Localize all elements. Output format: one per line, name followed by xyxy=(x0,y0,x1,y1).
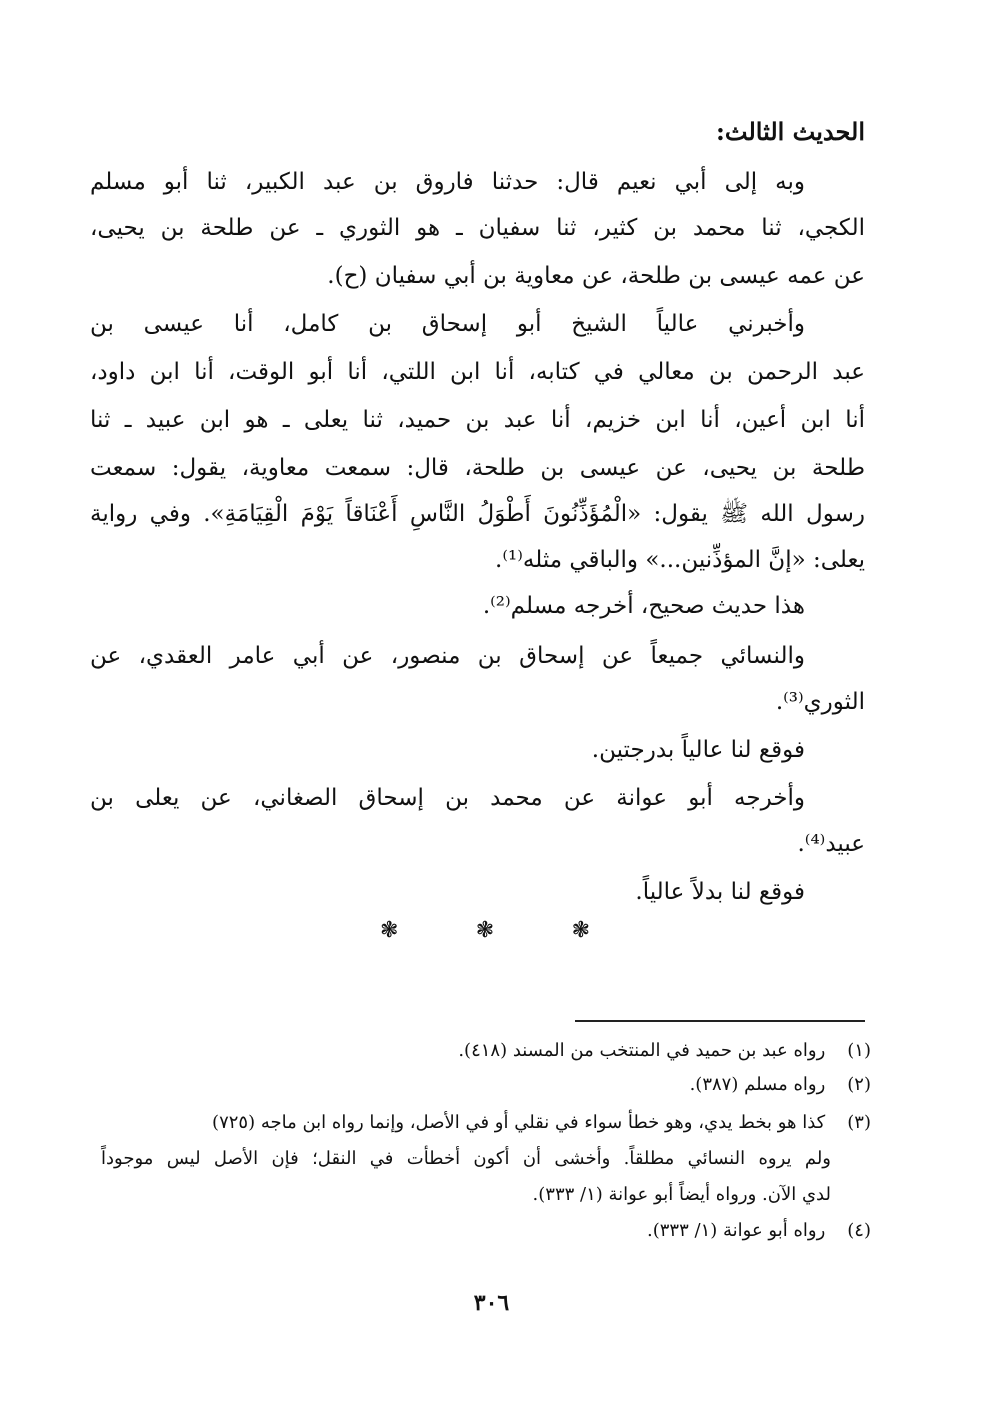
body-line: عن عمه عيسى بن طلحة، عن معاوية بن أبي سفيان (ح). xyxy=(327,263,865,289)
body-line: طلحة بن يحيى، عن عيسى بن طلحة، قال: سمعت معاوية، يقول: سمعت xyxy=(90,455,865,481)
body-line: عبيد⁽⁴⁾. xyxy=(797,831,865,857)
footnote xyxy=(458,1036,871,1066)
footnote-number: (٤) xyxy=(847,1220,871,1241)
footnote-text: كذا هو بخط يدي، وهو خطأ سواء في نقلي أو في الأصل، وإنما رواه ابن ماجه (٧٢٥) xyxy=(212,1112,826,1133)
section-separator xyxy=(380,918,590,943)
footnote xyxy=(647,1216,871,1246)
footnote-number: (٣) xyxy=(847,1112,871,1133)
body-line: أنا ابن أعين، أنا ابن خزيم، أنا عبد بن حميد، ثنا يعلى ـ هو ابن عبيد ـ ثنا xyxy=(90,407,865,433)
footnote xyxy=(212,1108,871,1138)
body-line: الثوري⁽³⁾. xyxy=(775,689,865,715)
body-line: وأخرجه أبو عوانة عن محمد بن إسحاق الصغاني، عن يعلى بن xyxy=(90,785,805,811)
body-line: فوقع لنا بدلاً عالياً. xyxy=(635,879,805,905)
footnote-text: رواه عبد بن حميد في المنتخب من المسند (٤١٨). xyxy=(458,1040,826,1061)
page-number: ٣٠٦ xyxy=(473,1290,510,1316)
footnote xyxy=(690,1070,871,1100)
hadith-heading: الحديث الثالث: xyxy=(716,117,865,146)
body-line: وبه إلى أبي نعيم قال: حدثنا فاروق بن عبد الكبير، ثنا أبو مسلم xyxy=(90,169,805,195)
body-line: وأخبرني عالياً الشيخ أبو إسحاق بن كامل، أنا عيسى بن xyxy=(90,311,805,337)
body-line: رسول الله ﷺ يقول: «الْمُؤَذِّنُونَ أَطْوَلُ النَّاسِ أَعْنَاقاً يَوْمَ الْقِيَامَةِ». وفي رواية xyxy=(90,501,865,527)
separator-star: ❃ xyxy=(475,918,495,943)
body-line: الكجي، ثنا محمد بن كثير، ثنا سفيان ـ هو الثوري ـ عن طلحة بن يحيى، xyxy=(90,215,865,241)
separator-star: ❃ xyxy=(571,918,590,943)
body-line: عبد الرحمن بن معالي في كتابه، أنا ابن اللتي، أنا أبو الوقت، أنا ابن داود، xyxy=(90,359,865,385)
body-line: هذا حديث صحيح، أخرجه مسلم⁽²⁾. xyxy=(482,593,805,619)
footnote-number: (١) xyxy=(847,1040,871,1061)
footnote-text: رواه أبو عوانة (١/ ٣٣٣). xyxy=(647,1220,826,1241)
footnote-number: (٢) xyxy=(847,1074,871,1095)
footnote-divider xyxy=(575,1020,865,1022)
footnote-continuation: لدي الآن. ورواه أيضاً أبو عوانة (١/ ٣٣٣). xyxy=(532,1184,831,1205)
body-line: والنسائي جميعاً عن إسحاق بن منصور، عن أبي عامر العقدي، عن xyxy=(90,643,805,669)
body-line: فوقع لنا عالياً بدرجتين. xyxy=(591,737,805,763)
separator-star: ❃ xyxy=(380,918,399,943)
footnote-text: رواه مسلم (٣٨٧). xyxy=(689,1074,826,1095)
body-line: يعلى: «إنَّ المؤذِّنين...» والباقي مثله⁽¹⁾. xyxy=(495,547,865,573)
footnote-continuation: ولم يروه النسائي مطلقاً. وأخشى أن أكون أخطأت في النقل؛ فإن الأصل ليس موجوداً xyxy=(101,1148,831,1169)
